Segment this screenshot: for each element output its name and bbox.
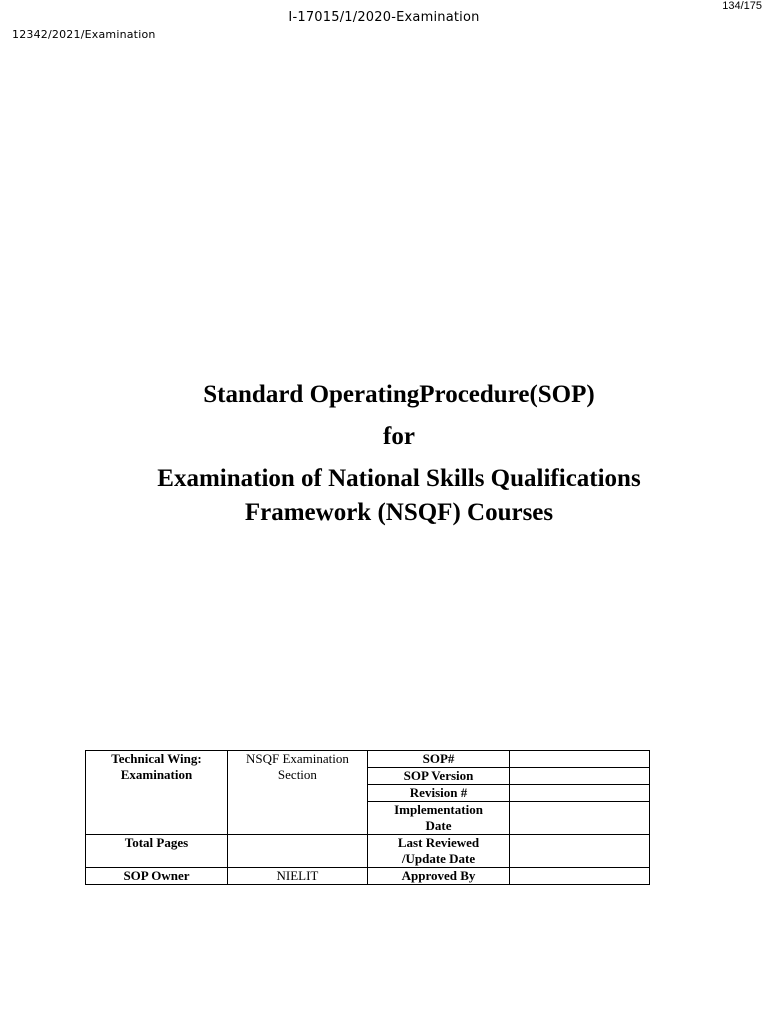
revision-label: Revision # (367, 785, 509, 802)
last-reviewed-label (367, 835, 509, 868)
file-reference: I-17015/1/2020-Examination (288, 10, 480, 25)
section-line-2: Section (277, 767, 317, 782)
sop-owner-label: SOP Owner (86, 868, 228, 885)
table-row (86, 835, 650, 868)
total-pages-value (227, 835, 367, 868)
page-counter: 134/175 (722, 0, 762, 12)
technical-wing-label: Technical Wing: (111, 751, 202, 766)
table-row (86, 868, 650, 885)
sop-number-label: SOP# (367, 751, 509, 768)
implementation-date-value (510, 802, 650, 835)
sop-info-table (85, 750, 650, 885)
table-row (86, 751, 650, 768)
approved-by-label: Approved By (367, 868, 509, 885)
sop-owner-value: NIELIT (227, 868, 367, 885)
implementation-line-2: Date (425, 818, 452, 833)
approved-by-value (510, 868, 650, 885)
section-cell (227, 751, 367, 835)
title-line-2: for (383, 423, 415, 450)
technical-wing-value: Examination (120, 767, 193, 782)
total-pages-label: Total Pages (86, 835, 228, 868)
last-reviewed-line-1: Last Reviewed (397, 835, 480, 850)
sop-number-value (510, 751, 650, 768)
title-line-1: Standard OperatingProcedure(SOP) (203, 381, 595, 408)
section-line-1: NSQF Examination (245, 751, 349, 766)
sop-version-value (510, 768, 650, 785)
sub-reference: 12342/2021/Examination (12, 28, 156, 41)
implementation-line-1: Implementation (394, 802, 483, 817)
title-line-3: Examination of National Skills Qualifications (157, 465, 641, 492)
technical-wing-cell (86, 751, 228, 835)
revision-value (510, 785, 650, 802)
last-reviewed-value (510, 835, 650, 868)
last-reviewed-line-2: /Update Date (401, 851, 476, 866)
document-title (0, 378, 768, 530)
title-line-4: Framework (NSQF) Courses (244, 499, 554, 526)
implementation-date-label (367, 802, 509, 835)
sop-version-label: SOP Version (367, 768, 509, 785)
